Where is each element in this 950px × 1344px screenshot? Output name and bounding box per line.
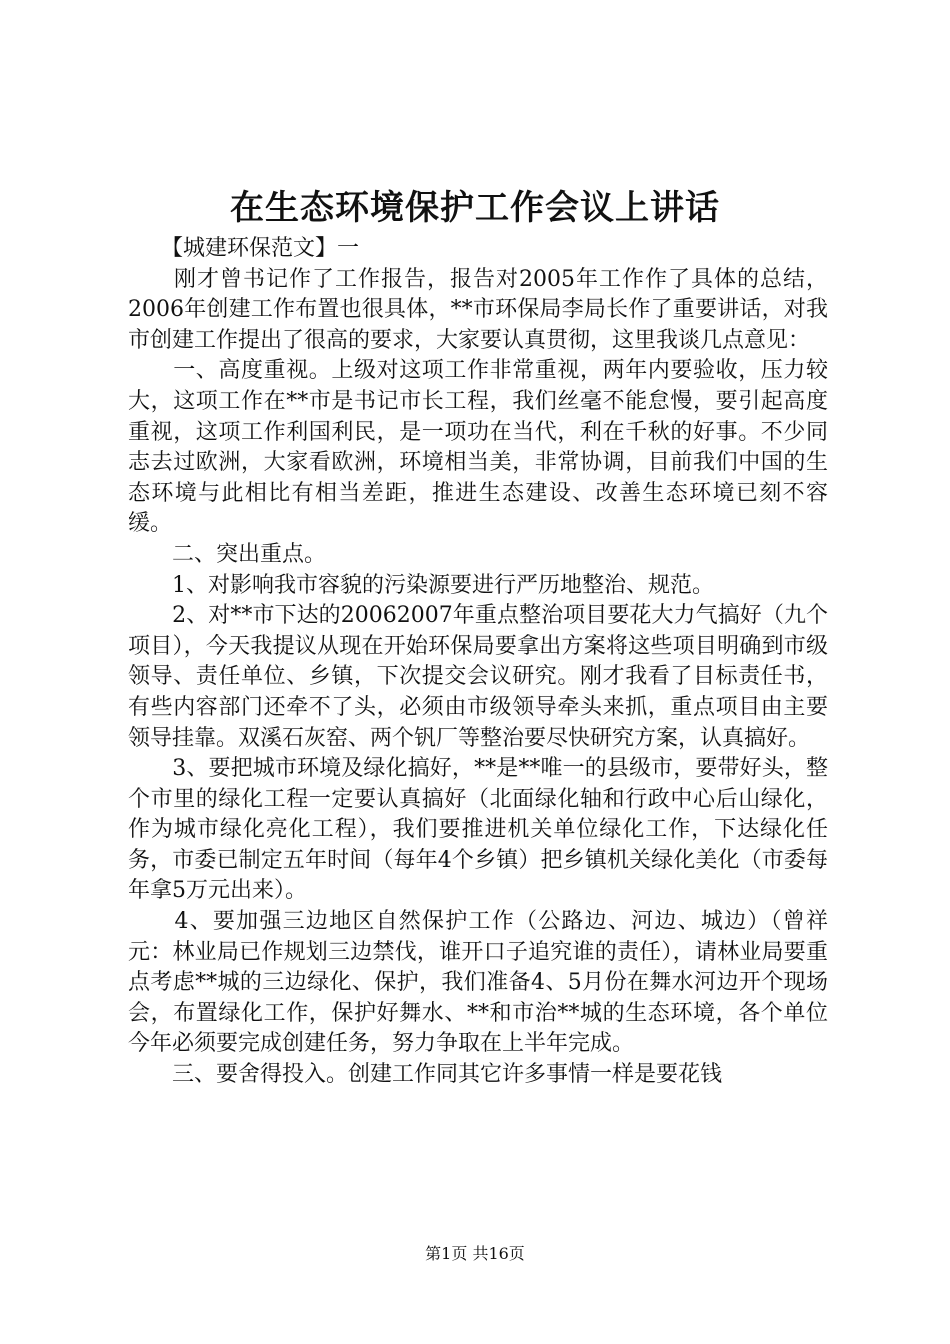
page-number-footer: 第1页 共16页	[425, 1244, 525, 1263]
document-title: 在生态环境保护工作会议上讲话	[230, 188, 720, 228]
paragraph-section-one: 一、高度重视。上级对这项工作非常重视，两年内要验收，压力较大，这项工作在**市是书记市长工程，我们丝毫不能怠慢，要引起高度重视，这项工作利国利民，是一项功在当代，利在千秋的好事。不少同志去过欧洲，大家看欧洲，环境相当美，非常协调，目前我们中国的生态环境与此相比有相当差距，推进生态建设、改善生态环境已刻不容缓。	[128, 358, 828, 537]
paragraph-intro: 刚才曾书记作了工作报告，报告对2005年工作作了具体的总结，2006年创建工作布置也很具体，**市环保局李局长作了重要讲话，对我市创建工作提出了很高的要求，大家要认真贯彻，这里我谈几点意见：	[128, 266, 828, 353]
paragraph-category: 【城建环保范文】一	[128, 236, 360, 261]
paragraph-item-3: 3、要把城市环境及绿化搞好，**是**唯一的县级市，要带好头，整个市里的绿化工程一定要认真搞好（北面绿化轴和行政中心后山绿化，作为城市绿化亮化工程），我们要推进机关单位绿化工作，下达绿化任务，市委已制定五年时间（每年4个乡镇）把乡镇机关绿化美化（市委每年拿5万元出来）。	[128, 756, 828, 904]
paragraph-item-4: 4、要加强三边地区自然保护工作（公路边、河边、城边）（曾祥元：林业局已作规划三边禁伐，谁开口子追究谁的责任），请林业局要重点考虑**城的三边绿化、保护，我们准备4、5月份在舞水河边开个现场会，布置绿化工作，保护好舞水、**和市治**城的生态环境，各个单位今年必须要完成创建任务，努力争取在上半年完成。	[128, 909, 828, 1057]
paragraph-section-two-heading: 二、突出重点。	[128, 541, 327, 567]
paragraph-section-three: 三、要舍得投入。创建工作同其它许多事情一样是要花钱	[128, 1062, 723, 1088]
paragraph-item-2: 2、对**市下达的20062007年重点整治项目要花大力气搞好（九个项目），今天我提议从现在开始环保局要拿出方案将这些项目明确到市级领导、责任单位、乡镇，下次提交会议研究。刚才我看了目标责任书，有些内容部门还牵不了头，必须由市级领导牵头来抓，重点项目由主要领导挂靠。双溪石灰窑、两个钒厂等整治要尽快研究方案，认真搞好。	[128, 603, 828, 751]
paragraph-item-1: 1、对影响我市容貌的污染源要进行严历地整治、规范。	[128, 572, 714, 598]
document-body	[128, 234, 828, 1091]
